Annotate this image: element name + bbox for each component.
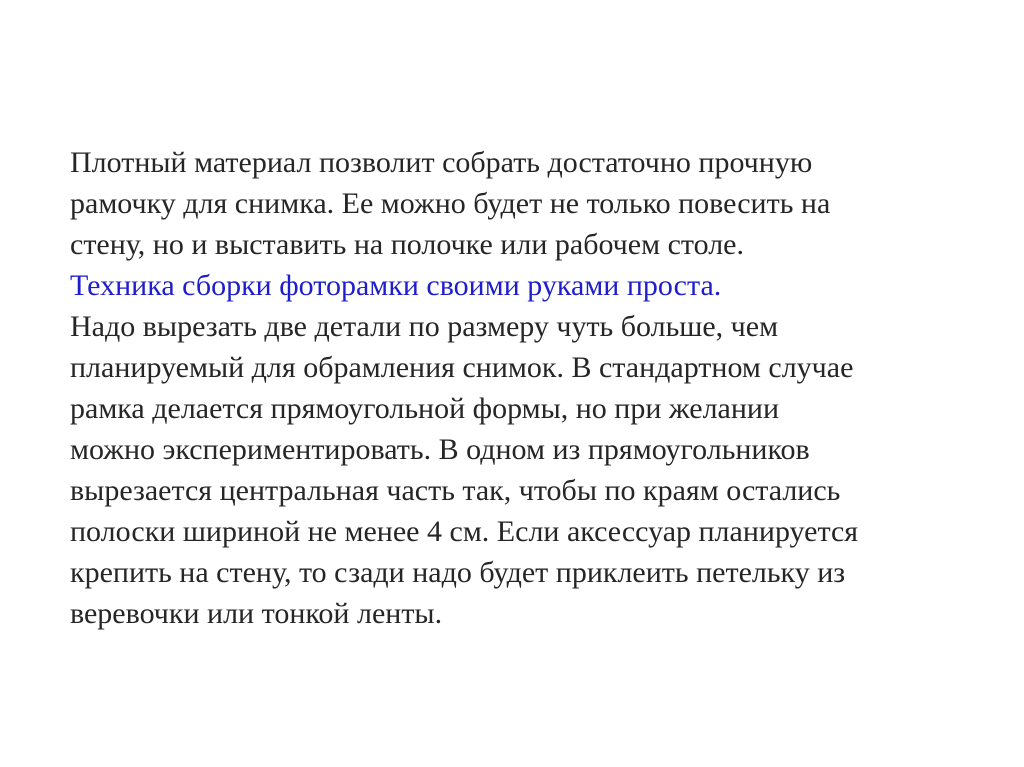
text-line: стену, но и выставить на полочке или рабочем столе. bbox=[70, 228, 744, 261]
text-line: Плотный материал позволит собрать достаточно прочную bbox=[70, 146, 813, 179]
text-line: веревочки или тонкой ленты. bbox=[70, 597, 443, 630]
text-line: полоски шириной не менее 4 см. Если аксессуар планируется bbox=[70, 515, 859, 548]
text-line: Надо вырезать две детали по размеру чуть больше, чем bbox=[70, 310, 779, 343]
highlighted-text-line: Техника сборки фоторамки своими руками проста. bbox=[70, 269, 722, 302]
text-line: крепить на стену, то сзади надо будет приклеить петельку из bbox=[70, 556, 846, 589]
text-line: планируемый для обрамления снимок. В стандартном случае bbox=[70, 351, 854, 384]
text-line: рамочку для снимка. Ее можно будет не только повесить на bbox=[70, 187, 831, 220]
slide-body-text bbox=[70, 142, 990, 634]
text-line: вырезается центральная часть так, чтобы по краям остались bbox=[70, 474, 841, 507]
text-line: можно экспериментировать. В одном из прямоугольников bbox=[70, 433, 810, 466]
text-line: рамка делается прямоугольной формы, но при желании bbox=[70, 392, 780, 425]
